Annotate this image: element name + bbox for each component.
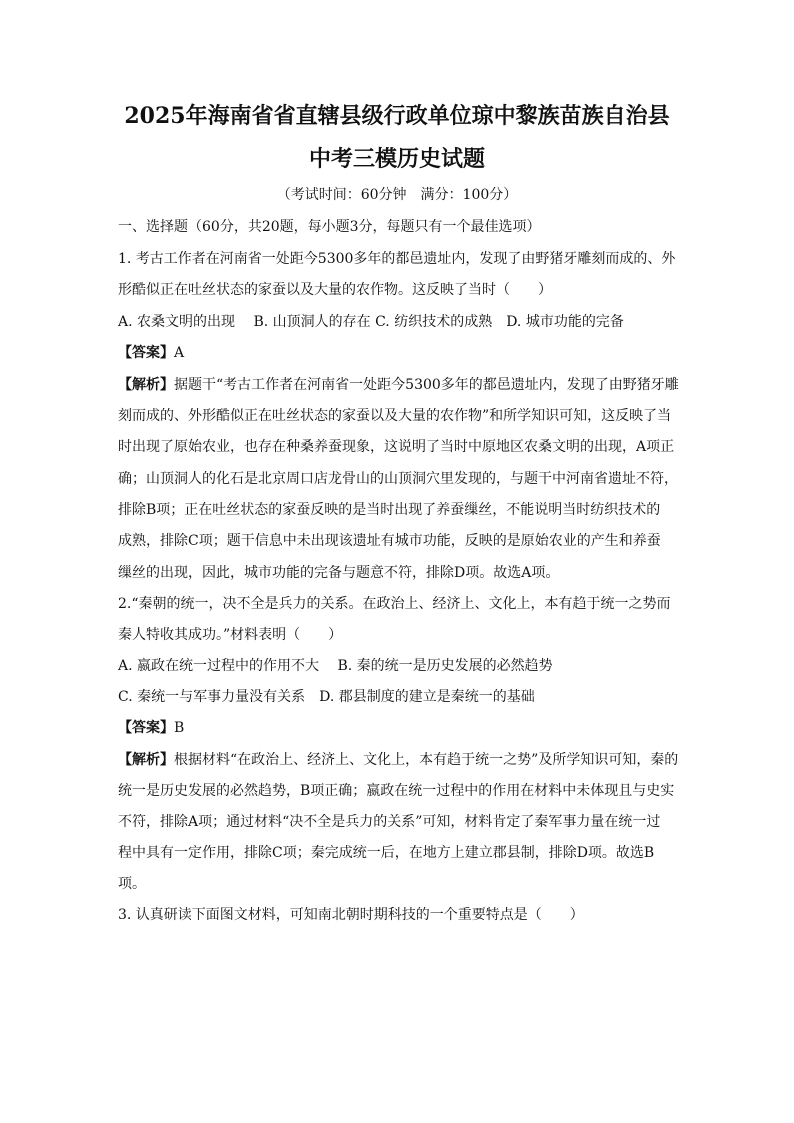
q1-stem-line2: 形酷似正在吐丝状态的家蚕以及大量的农作物。这反映了当时（ ） [118,282,552,298]
q1-answer-label: 【答案】 [118,345,174,361]
q1-analysis-line5: 排除B项；正在吐丝状态的家蚕反映的是当时出现了养蚕缫丝，不能说明当时纺织技术的 [118,502,661,518]
q2-stem-line1: 2.“秦朝的统一，决不全是兵力的关系。在政治上、经济上、文化上，本有趋于统一之势而 [118,596,671,612]
q2-analysis-label: 【解析】 [118,752,174,768]
q1-analysis-line1 [118,375,688,395]
q2-analysis-text1: 根据材料“在政治上、经济上、文化上，本有趋于统一之势”及所学知识可知，秦的 [174,752,679,768]
q1-answer: A [174,345,185,361]
exam-title-line2: 中考三模历史试题 [308,146,485,172]
q2-stem-line2: 秦人特收其成功。”材料表明（ ） [118,627,343,643]
q1-analysis-line2: 刻而成的、外形酷似正在吐丝状态的家蚕以及大量的农作物”和所学知识可知，这反映了当 [118,408,672,424]
q2-analysis-line3: 不符，排除A项；通过材料“决不全是兵力的关系”可知，材料肯定了秦军事力量在统一过 [118,814,661,830]
q2-answer: B [174,720,185,736]
q1-analysis-line3: 时出现了原始农业，也存在种桑养蚕现象，这说明了当时中原地区农桑文明的出现，A项正 [118,439,675,455]
q1-answer-row [118,343,688,363]
q2-analysis-line5: 项。 [118,876,146,892]
section-heading: 一、选择题（60分，共20题，每小题3分，每题只有一个最佳选项） [118,219,541,235]
q1-analysis-text1: 据题干“考古工作者在河南省一处距今5300多年的都邑遗址内，发现了由野猪牙雕 [174,377,679,393]
q2-answer-row [118,718,688,738]
exam-info: （考试时间：60分钟 满分：100分） [276,187,518,203]
q1-analysis-line7: 缫丝的出现，因此，城市功能的完备与题意不符，排除D项。故选A项。 [118,565,560,581]
q3-stem-line1: 3. 认真研读下面图文材料，可知南北朝时期科技的一个重要特点是（ ） [118,907,584,923]
q2-options-line2: C. 秦统一与军事力量没有关系 D. 郡县制度的建立是秦统一的基础 [118,689,535,705]
q1-options: A. 农桑文明的出现 B. 山顶洞人的存在 C. 纺织技术的成熟 D. 城市功能的完备 [118,314,624,330]
q1-analysis-line6: 成熟，排除C项；题干信息中未出现该遗址有城市功能，反映的是原始农业的产生和养蚕 [118,533,661,549]
q2-answer-label: 【答案】 [118,720,174,736]
q1-stem-line1: 1. 考古工作者在河南省一处距今5300多年的都邑遗址内，发现了由野猪牙雕刻而成的、外 [118,251,676,267]
q2-options-line1: A. 嬴政在统一过程中的作用不大 B. 秦的统一是历史发展的必然趋势 [118,658,553,674]
q1-analysis-label: 【解析】 [118,377,174,393]
q1-analysis-line4: 确；山顶洞人的化石是北京周口店龙骨山的山顶洞穴里发现的，与题干中河南省遗址不符， [118,471,678,487]
exam-title-line1: 2025年海南省省直辖县级行政单位琼中黎族苗族自治县 [124,103,670,129]
q2-analysis-line2: 统一是历史发展的必然趋势，B项正确；嬴政在统一过程中的作用在材料中未体现且与史实 [118,783,675,799]
q2-analysis-line4: 程中具有一定作用，排除C项；秦完成统一后，在地方上建立郡县制，排除D项。故选B [118,845,655,861]
q2-analysis-line1 [118,750,688,770]
